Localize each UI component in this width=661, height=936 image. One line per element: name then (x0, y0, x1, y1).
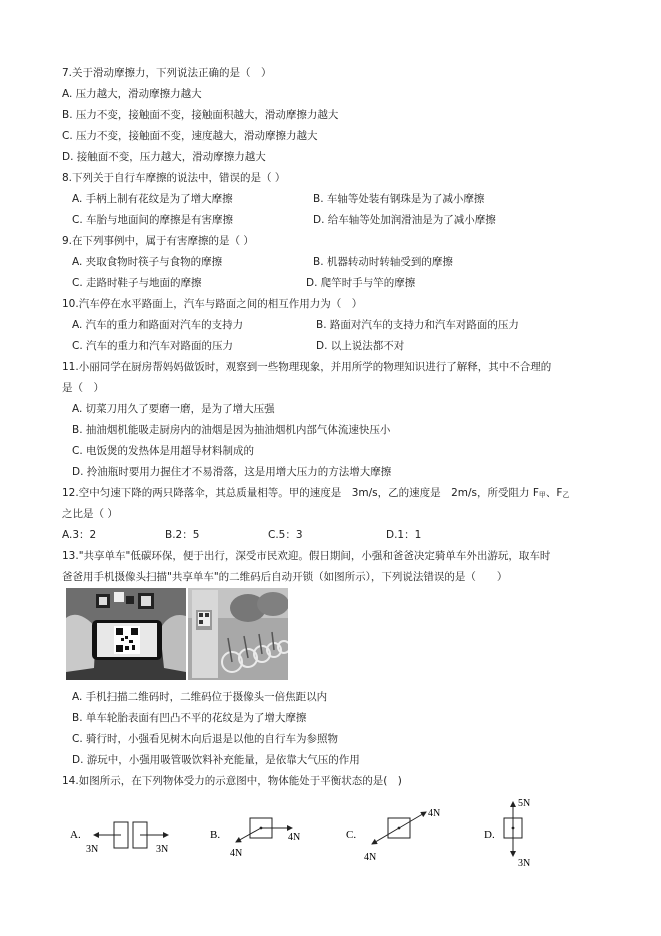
diagram-b-force-down-left (236, 828, 261, 842)
diagram-d (484, 798, 530, 869)
q9-stem: 9.在下列事例中，属于有害摩擦的是（ ） (62, 235, 254, 247)
q11-option-d: D. 拎油瓶时要用力握住才不易滑落，这是用增大压力的方法增大摩擦 (72, 466, 392, 478)
q13-option-c: C. 骑行时，小强看见树木向后退是以他的自行车为参照物 (72, 733, 339, 745)
diagram-a-label: A. (70, 829, 81, 841)
q7-stem: 7.关于滑动摩擦力，下列说法正确的是（ ） (62, 67, 272, 79)
q7-option-c: C. 压力不变，接触面不变，速度越大，滑动摩擦力越大 (62, 130, 318, 142)
q12-subscript-jia: 甲 (538, 491, 546, 499)
diagram-d-label: D. (484, 829, 495, 841)
diagram-c-label: C. (346, 829, 357, 841)
q7-option-d: D. 接触面不变，压力越大，滑动摩擦力越大 (62, 151, 266, 163)
q12-stem-text: 12.空中匀速下降的两只降落伞，其总质量相等。甲的速度是 3m/s，乙的速度是 2m/s，所受阻力 F (62, 487, 539, 499)
diagram-b-force-down-left-label: 4N (230, 848, 243, 859)
diagram-a-force-left-label: 3N (86, 844, 99, 855)
diagram-a (70, 822, 168, 855)
q7-option-b: B. 压力不变，接触面不变，接触面积越大，滑动摩擦力越大 (62, 109, 339, 121)
diagram-d-force-down-label: 3N (518, 858, 531, 869)
q14-stem: 14.如图所示，在下列物体受力的示意图中，物体能处于平衡状态的是( ) (62, 775, 402, 787)
q12-stem-line1 (62, 486, 569, 502)
q10-option-b: B. 路面对汽车的支持力和汽车对路面的压力 (316, 319, 519, 331)
q13-option-a: A. 手机扫描二维码时，二维码位于摄像头一倍焦距以内 (72, 691, 328, 703)
diagram-b-force-right-label: 4N (288, 832, 301, 843)
force-diagrams (60, 794, 540, 874)
diagram-b-label: B. (210, 829, 221, 841)
q8-option-d: D. 给车轴等处加润滑油是为了减小摩擦 (313, 214, 496, 226)
q8-stem: 8.下列关于自行车摩擦的说法中，错误的是（ ） (62, 172, 286, 184)
q11-option-c: C. 电饭煲的发热体是用超导材料制成的 (72, 445, 255, 457)
diagram-c-force-down-left (372, 828, 399, 844)
q10-stem: 10.汽车停在水平路面上，汽车与路面之间的相互作用力为（ ） (62, 298, 363, 310)
q13-option-b: B. 单车轮胎表面有凹凸不平的花纹是为了增大摩擦 (72, 712, 307, 724)
q12-separator: 、F (545, 487, 563, 499)
q9-option-a: A. 夹取食物时筷子与食物的摩擦 (72, 256, 223, 268)
q12-stem-line2: 之比是（ ） (62, 508, 118, 520)
q12-subscript-yi: 乙 (562, 491, 570, 499)
q9-option-b: B. 机器转动时转轴受到的摩擦 (313, 256, 453, 268)
q12-option-a: A.3：2 (62, 529, 97, 541)
q12-option-d: D.1：1 (386, 529, 422, 541)
q11-option-b: B. 抽油烟机能吸走厨房内的油烟是因为抽油烟机内部气体流速快压小 (72, 424, 391, 436)
q13-option-d: D. 游玩中，小强用吸管吸饮料补充能量，是依靠大气压的作用 (72, 754, 360, 766)
q11-stem-line1: 11.小丽同学在厨房帮妈妈做饭时，观察到一些物理现象，并用所学的物理知识进行了解释，其中不合理的 (62, 361, 552, 373)
q9-option-d: D. 爬竿时手与竿的摩擦 (306, 277, 416, 289)
shared-bikes-illustration (188, 588, 288, 680)
diagram-c-force-up-right-label: 4N (428, 808, 441, 819)
q10-option-d: D. 以上说法都不对 (316, 340, 405, 352)
diagram-c (346, 808, 440, 863)
diagram-c-force-down-left-label: 4N (364, 852, 377, 863)
q11-option-a: A. 切菜刀用久了要磨一磨，是为了增大压强 (72, 403, 275, 415)
diagram-c-force-up-right (399, 812, 426, 828)
diagram-a-force-right-label: 3N (156, 844, 169, 855)
q9-option-c: C. 走路时鞋子与地面的摩擦 (72, 277, 202, 289)
phone-scanning-photo (66, 588, 186, 680)
q10-option-a: A. 汽车的重力和路面对汽车的支持力 (72, 319, 244, 331)
diagram-b (210, 818, 300, 859)
q10-option-c: C. 汽车的重力和汽车对路面的压力 (72, 340, 234, 352)
shared-bikes-photo (188, 588, 288, 680)
q8-option-c: C. 车胎与地面间的摩擦是有害摩擦 (72, 214, 234, 226)
diagram-d-force-up-label: 5N (518, 798, 531, 809)
q12-option-c: C.5：3 (268, 529, 303, 541)
q11-stem-line2: 是（ ） (62, 382, 104, 394)
q8-option-b: B. 车轴等处装有钢珠是为了减小摩擦 (313, 193, 485, 205)
q13-stem-line1: 13."共享单车"低碳环保，便于出行，深受市民欢迎。假日期间，小强和爸爸决定骑单车外出游玩，取车时 (62, 550, 551, 562)
phone-scanning-illustration (66, 588, 186, 680)
q8-option-a: A. 手柄上制有花纹是为了增大摩擦 (72, 193, 233, 205)
q12-option-b: B.2：5 (165, 529, 200, 541)
q13-stem-line2: 爸爸用手机摄像头扫描"共享单车"的二维码后自动开锁（如图所示），下列说法错误的是（ ） (62, 571, 508, 583)
q7-option-a: A. 压力越大，滑动摩擦力越大 (62, 88, 202, 100)
